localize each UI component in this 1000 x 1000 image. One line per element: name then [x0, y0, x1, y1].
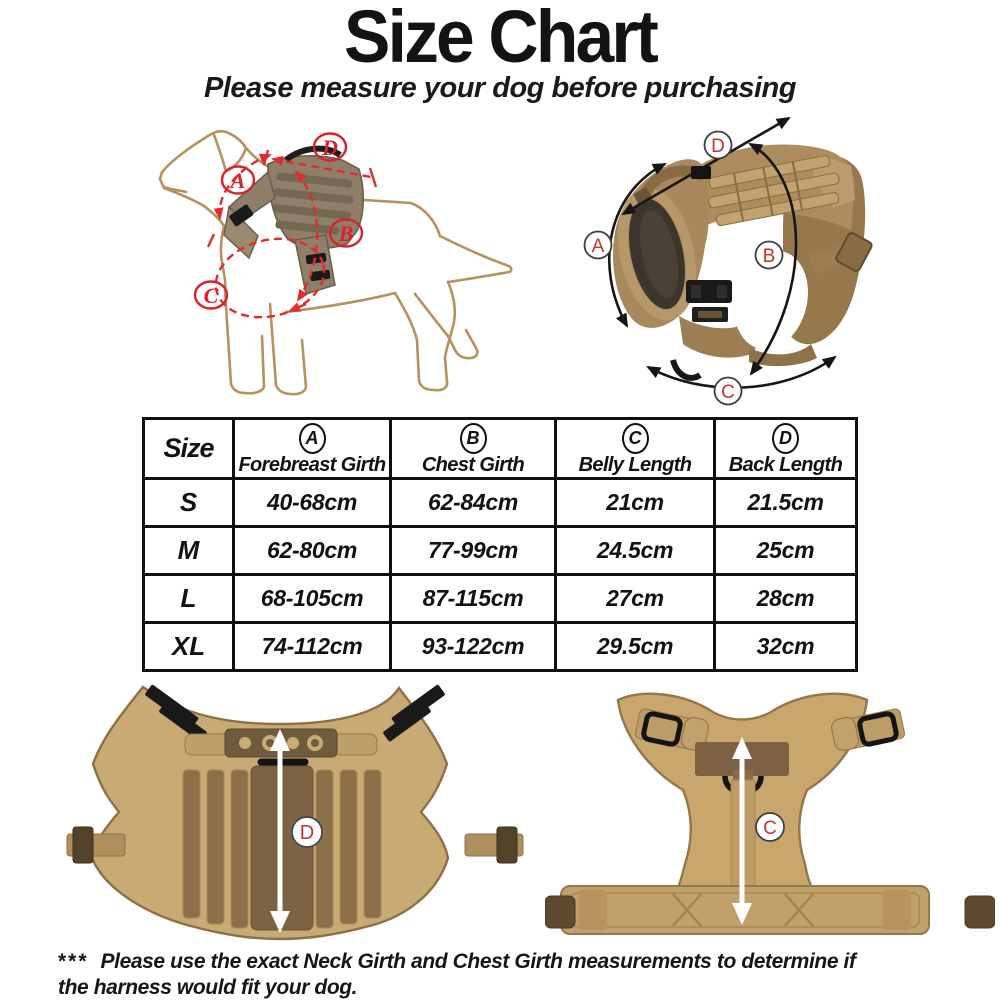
- table-row-s: S 40-68cm 62-84cm 21cm 21.5cm: [144, 479, 857, 527]
- harness-photo-art: [613, 144, 873, 377]
- circled-letter-a: A: [299, 423, 326, 454]
- harness-belly-view-illustration: [545, 680, 995, 955]
- belly-view-label-c: C: [763, 818, 777, 839]
- band-buckle-right: [965, 896, 995, 928]
- page-title: Size Chart: [344, 0, 656, 78]
- size-column-header: Size: [144, 419, 234, 479]
- dog-label-c: C: [203, 283, 219, 308]
- d-ring: [673, 360, 700, 378]
- harness-label-b: B: [762, 246, 776, 267]
- column-header-chest-girth: B Chest Girth: [391, 419, 556, 479]
- harness-measurement-diagram: [553, 104, 1000, 420]
- size-table: [142, 417, 858, 672]
- dog-measurement-diagram: [118, 108, 550, 410]
- column-header-forebreast-girth: A Forebreast Girth: [234, 419, 391, 479]
- harness-back-view-illustration: [65, 672, 525, 957]
- belly-band: [545, 886, 995, 934]
- dog-label-d: D: [322, 135, 338, 160]
- size-s: S: [144, 479, 234, 527]
- harness-label-d: D: [711, 136, 725, 157]
- dog-label-b: B: [338, 221, 354, 246]
- circled-letter-b: B: [460, 423, 487, 454]
- size-m: M: [144, 527, 234, 575]
- harness-label-a: A: [591, 236, 605, 257]
- table-row-l: L 68-105cm 87-115cm 27cm 28cm: [144, 575, 857, 623]
- measurement-footnote: [58, 949, 970, 1000]
- back-panel-art: [67, 684, 523, 939]
- size-l: L: [144, 575, 234, 623]
- dog-label-a: A: [230, 168, 246, 193]
- cobra-buckle: [686, 280, 732, 322]
- size-table-section: [142, 417, 855, 672]
- harness-photo-illustration: [553, 104, 1000, 420]
- circled-letter-d: D: [772, 423, 799, 454]
- column-header-belly-length: C Belly Length: [556, 419, 715, 479]
- footnote-line-1: *** Please use the exact Neck Girth and Chest Girth measurements to determine if: [58, 950, 856, 973]
- footnote-stars: ***: [58, 950, 89, 973]
- circled-letter-c: C: [622, 423, 649, 454]
- dog-measurement-illustration: [118, 108, 550, 410]
- column-header-back-length: D Back Length: [715, 419, 857, 479]
- footnote-line-2: the harness would fit your dog.: [58, 976, 358, 999]
- table-row-xl: XL 74-112cm 93-122cm 29.5cm 32cm: [144, 623, 857, 671]
- band-buckle-left: [545, 896, 575, 928]
- harness-label-c: C: [721, 382, 735, 403]
- page-subtitle: Please measure your dog before purchasing: [204, 72, 796, 104]
- table-row-m: M 62-80cm 77-99cm 24.5cm 25cm: [144, 527, 857, 575]
- back-view-label-d: D: [299, 822, 315, 844]
- size-xl: XL: [144, 623, 234, 671]
- harness-belly-view: [545, 680, 995, 955]
- harness-back-view: [65, 672, 525, 957]
